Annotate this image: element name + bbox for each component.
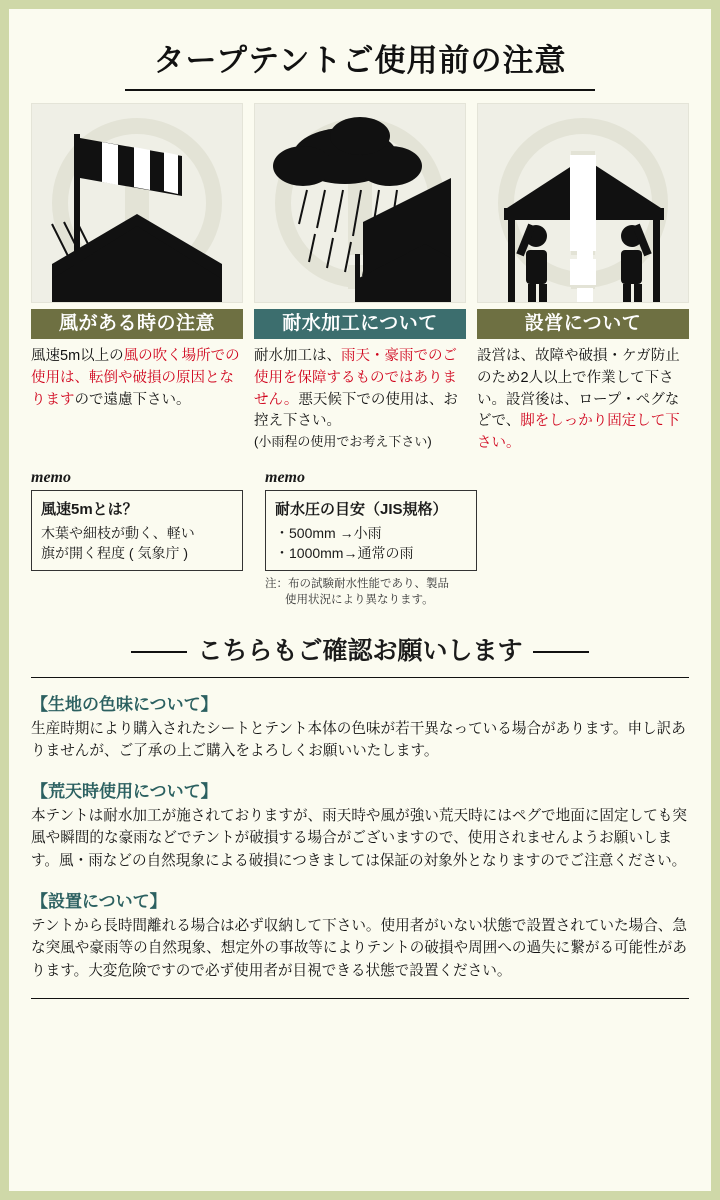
illustration-wind xyxy=(31,103,243,303)
title-dash-right xyxy=(533,651,589,653)
column-body-wind xyxy=(31,346,243,411)
secondary-title xyxy=(31,631,689,667)
memo-line: 木葉や細枝が動く、軽い xyxy=(41,524,195,541)
text-run: 風速5m以上の xyxy=(31,348,124,364)
section-installation xyxy=(31,887,689,983)
memo-row xyxy=(31,469,689,609)
memo-line: ・1000mm→通常の雨 xyxy=(275,545,414,562)
column-heading-setup: 設営について xyxy=(477,309,689,339)
section-heading: 【荒天時使用について】 xyxy=(31,781,218,801)
title-dash-left xyxy=(131,651,187,653)
page-title xyxy=(31,35,689,91)
top-border-band xyxy=(9,0,711,9)
column-note-water: (小雨程の使用でお考え下さい) xyxy=(254,434,432,449)
text-run-red: 風の吹く場所での使用は、転倒や破損の原因となります xyxy=(31,348,240,408)
memo-title: 耐水圧の目安（JIS規格） xyxy=(275,500,448,518)
memo-line: ・500mm →小雨 xyxy=(275,524,382,541)
column-body-water xyxy=(254,346,466,433)
section-body: 本テントは耐水加工が施されておりますが、雨天時や風が強い荒天時にはペグで地面に固定しても突風や瞬間的な豪雨などでテントが破損する場合がございますので、使用されませんようお願いします。風・雨などの自然現象による破損につきましては保証の対象外となりますのでご注意ください。 xyxy=(31,807,687,869)
text-run: 耐水加工は、 xyxy=(254,348,341,364)
section-body: テントから長時間離れる場合は必ず収納して下さい。使用者がいない状態で設置されていた場合、急な突風や豪雨等の自然現象、想定外の事故等によりテントの破損や周囲への過失に繋がる可能性があります。大変危険ですので必ず使用者が目視できる状態で設置ください。 xyxy=(31,917,687,979)
memo-footnote-line2: 使用状況により異なります。 xyxy=(285,594,434,607)
memo-water xyxy=(265,469,477,609)
exclamation-mark-icon xyxy=(570,155,596,251)
text-run: 悪天候下での使用は、お控え下さい。 xyxy=(254,391,458,430)
windsock-tent-icon xyxy=(32,104,243,303)
bottom-divider xyxy=(31,998,689,999)
section-storm xyxy=(31,777,689,873)
content-area xyxy=(9,9,711,1191)
memo-box-wind xyxy=(31,490,243,572)
secondary-title-text: こちらもご確認お願いします xyxy=(197,636,523,665)
rain-cloud-tent-icon xyxy=(255,104,466,303)
warning-columns xyxy=(31,103,689,455)
warning-column-water xyxy=(254,103,466,455)
bottom-border-band xyxy=(9,1191,711,1200)
warning-column-wind xyxy=(31,103,243,455)
section-body: 生産時期により購入されたシートとテント本体の色味が若干異なっている場合があります。申し訳ありませんが、ご了承の上ご購入をよろしくお願いいたします。 xyxy=(31,720,686,760)
column-body-setup xyxy=(477,346,689,455)
memo-box-water xyxy=(265,490,477,572)
page-title-text: タープテントご使用前の注意 xyxy=(153,43,567,78)
text-run: 設営は、故障や破損・ケガ防止のため2人以上で作業して下さい。設営後は、ロープ・ペグなどで、 xyxy=(477,348,680,430)
memo-footnote-line1: 注：布の試験耐水性能であり、製品 xyxy=(265,578,449,591)
column-heading-wind: 風がある時の注意 xyxy=(31,309,243,339)
memo-title: 風速5mとは？ xyxy=(41,500,138,518)
memo-wind xyxy=(31,469,243,609)
section-divider xyxy=(31,677,689,678)
memo-line: 旗が開く程度 ( 気象庁 ) xyxy=(41,545,188,562)
section-color xyxy=(31,690,689,763)
memo-label: memo xyxy=(265,468,305,486)
illustration-rain xyxy=(254,103,466,303)
illustration-setup xyxy=(477,103,689,303)
warning-column-setup xyxy=(477,103,689,455)
memo-label: memo xyxy=(31,468,71,486)
column-heading-water: 耐水加工について xyxy=(254,309,466,339)
memo-footnote xyxy=(265,576,477,608)
title-underline xyxy=(125,89,595,91)
section-heading: 【設置について】 xyxy=(31,891,167,911)
text-run: ので遠慮下さい。 xyxy=(74,391,191,408)
text-run-red: 雨天・豪雨でのご使用を保障するものではありません。 xyxy=(254,348,457,408)
section-heading: 【生地の色味について】 xyxy=(31,694,218,714)
text-run-red: 脚をしっかり固定して下さい。 xyxy=(477,413,680,451)
